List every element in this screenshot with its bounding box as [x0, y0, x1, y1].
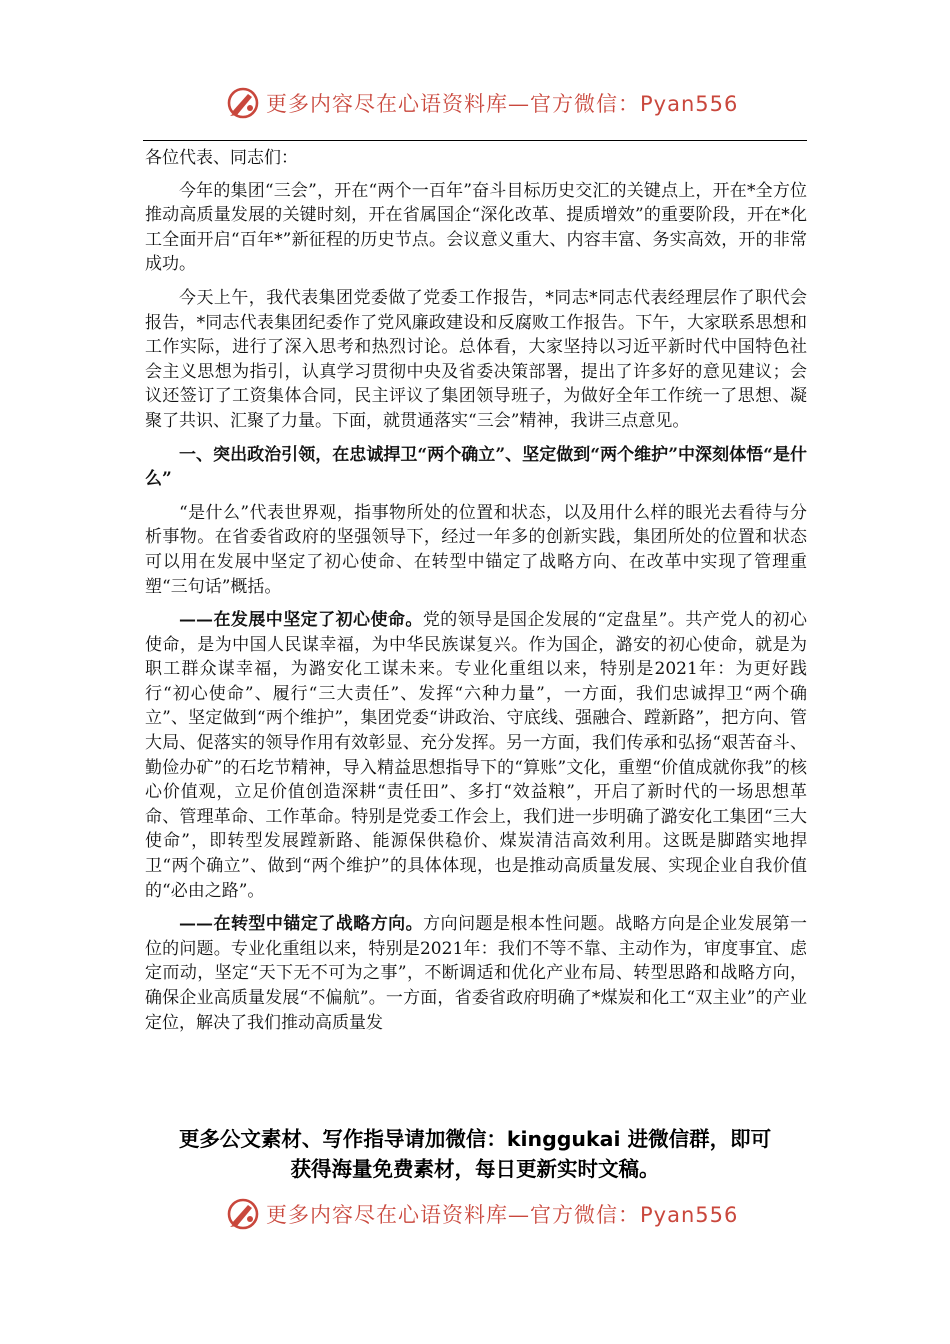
- brand-text: 更多内容尽在心语资料库: [266, 92, 508, 116]
- salutation: 各位代表、同志们：: [145, 148, 298, 168]
- header-banner[interactable]: [226, 82, 739, 124]
- wechat-id: Pyan556: [640, 1203, 739, 1227]
- point-lead: ——在转型中锚定了战略方向。: [179, 914, 424, 935]
- official-wechat-label: 官方微信：: [530, 1203, 640, 1227]
- paragraph: [145, 912, 807, 1035]
- point-lead: ——在发展中坚定了初心使命。: [179, 610, 423, 631]
- paragraph: 今年的集团“三会”，开在“两个一百年”奋斗目标历史交汇的关键点上，开在*全方位推动高质量发展的关键时刻，开在省属国企“深化改革、提质增效”的重要阶段，开在*化工全面开启“百年*”新征程的历史节点。会议意义重大、内容丰富、务实高效，开的非常成功。: [145, 180, 807, 275]
- point-body: 党的领导是国企发展的“定盘星”。共产党人的初心使命，是为中国人民谋幸福，为中华民族谋复兴。作为国企，潞安的初心使命，就是为职工群众谋幸福，为潞安化工谋未来。专业化重组以来，特别是2021年：为更好践行“初心使命”、履行“三大责任”、发挥“六种力量”，一方面，我们忠诚捍卫“两个确立”、坚定做到“两个维护”，集团党委“讲政治、守底线、强融合、蹚新路”，把方向、管大局、促落实的领导作用有效彰显、充分发挥。另一方面，我们传承和弘扬“艰苦奋斗、勤俭办矿”的石圪节精神，导入精益思想指导下的“算账”文化，重塑“价值成就你我”的核心价值观，立足价值创造深耕“责任田”、多打“效益粮”，开启了新时代的一场思想革命、管理革命、工作革命。特别是党委工作会上，我们进一步明确了潞安化工集团“三大使命”，即转型发展蹚新路、能源保供稳价、煤炭清洁高效利用。这既是脚踏实地捍卫“两个确立”、做到“两个维护”的具体体现，也是推动高质量发展、实现企业自我价值的“必由之路”。: [145, 610, 808, 901]
- promo-notice: [130, 1124, 820, 1184]
- banner-separator: —: [508, 92, 530, 116]
- pen-circle-logo-icon: [226, 1197, 260, 1231]
- brand-text: 更多内容尽在心语资料库: [266, 1203, 508, 1227]
- pen-circle-logo-icon: [226, 86, 260, 120]
- promo-line: 获得海量免费素材，每日更新实时文稿。: [290, 1157, 660, 1181]
- point-body: 方向问题是根本性问题。战略方向是企业发展第一位的问题。专业化重组以来，特别是2021年：我们不等不靠、主动作为，审度事宜、虑定而动，坚定“天下无不可为之事”，不断调适和优化产业布局、转型思路和战略方向，确保企业高质量发展“不偏航”。一方面，省委省政府明确了*煤炭和化工“双主业”的产业定位，解决了我们推动高质量发: [145, 914, 808, 1033]
- paragraph: “是什么”代表世界观，指事物所处的位置和状态，以及用什么样的眼光去看待与分析事物。在省委省政府的坚强领导下，经过一年多的创新实践，集团所处的位置和状态可以用在发展中坚定了初心使命、在转型中锚定了战略方向、在改革中实现了管理重塑“三句话”概括。: [145, 502, 807, 597]
- paragraph: 今天上午，我代表集团党委做了党委工作报告，*同志*同志代表经理层作了职代会报告，*同志代表集团纪委作了党风廉政建设和反腐败工作报告。下午，大家联系思想和工作实际，进行了深入思考和热烈讨论。总体看，大家坚持以习近平新时代中国特色社会主义思想为指引，认真学习贯彻中央及省委决策部署，提出了许多好的意见建议；会议还签订了工资集体合同，民主评议了集团领导班子，为做好全年工作统一了思想、凝聚了共识、汇聚了力量。下面，就贯通落实“三会”精神，我讲三点意见。: [145, 287, 807, 431]
- section-heading: 一、突出政治引领，在忠诚捍卫“两个确立”、坚定做到“两个维护”中深刻体悟“是什么”: [145, 444, 807, 490]
- footer-banner[interactable]: [226, 1193, 739, 1235]
- paragraph: [145, 608, 807, 903]
- wechat-id: Pyan556: [640, 92, 739, 116]
- header-banner-text: [266, 88, 738, 118]
- document-body: [145, 146, 807, 1044]
- banner-separator: —: [508, 1203, 530, 1227]
- header-divider: [143, 140, 807, 141]
- footer-banner-text: [266, 1199, 738, 1229]
- official-wechat-label: 官方微信：: [530, 92, 640, 116]
- promo-line: 更多公文素材、写作指导请加微信：kinggukai 进微信群，即可: [178, 1127, 772, 1151]
